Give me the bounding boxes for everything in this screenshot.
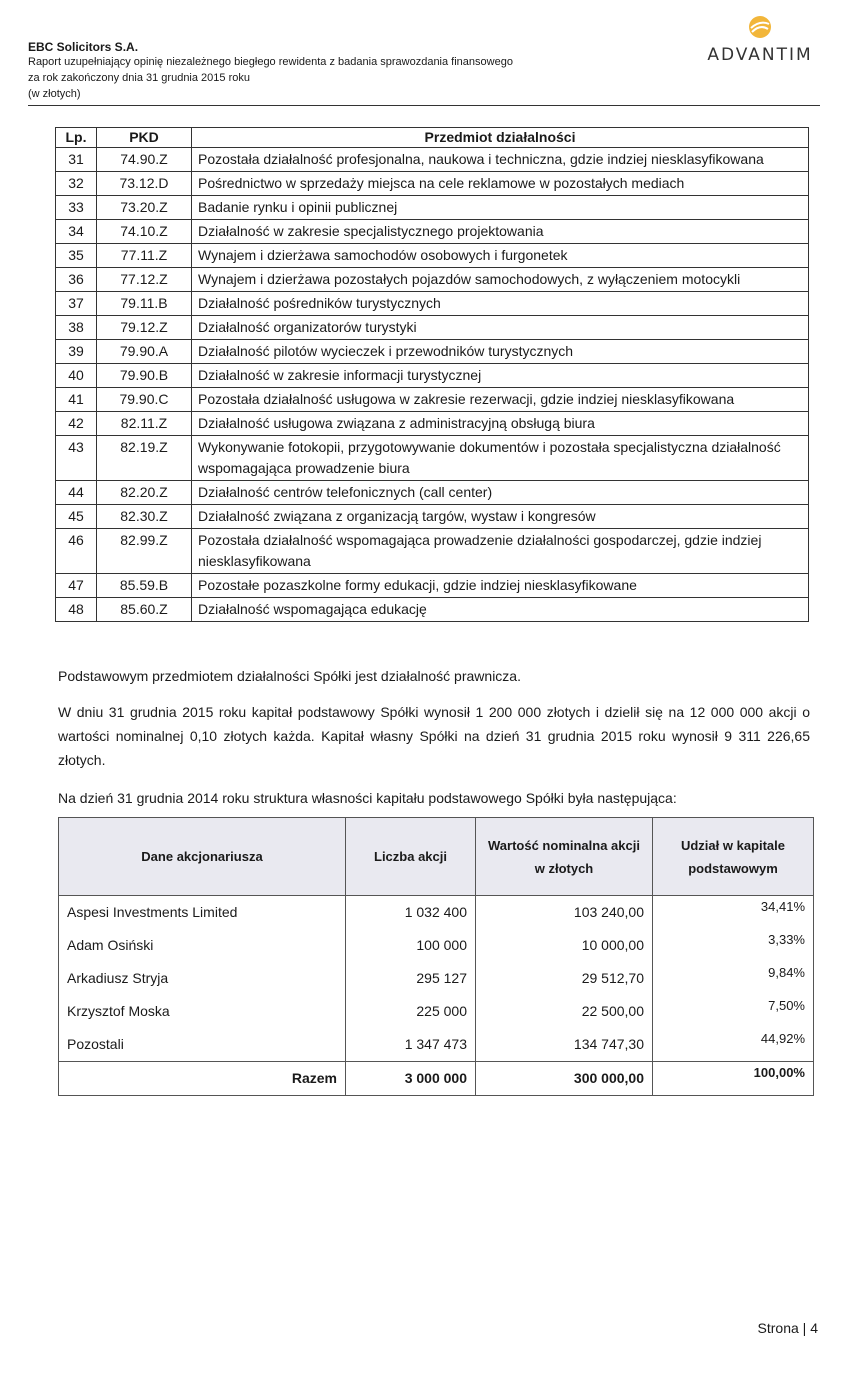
table-row xyxy=(56,172,809,196)
shareholder-name: Pozostali xyxy=(59,1028,346,1062)
row-pkd-code: 82.11.Z xyxy=(97,412,192,436)
table-row xyxy=(56,364,809,388)
page-number: Strona | 4 xyxy=(757,1320,818,1336)
row-activity: Pośrednictwo w sprzedaży miejsca na cele reklamowe w pozostałych mediach xyxy=(192,172,809,196)
row-pkd-code: 79.12.Z xyxy=(97,316,192,340)
table-row xyxy=(56,292,809,316)
row-pkd-code: 82.30.Z xyxy=(97,505,192,529)
nominal-value: 10 000,00 xyxy=(476,929,653,962)
share-count: 1 347 473 xyxy=(346,1028,476,1062)
table-row xyxy=(56,268,809,292)
row-activity: Działalność pośredników turystycznych xyxy=(192,292,809,316)
row-lp: 47 xyxy=(56,574,97,598)
capital-share: 9,84% xyxy=(653,962,814,995)
table-header-row xyxy=(59,818,814,896)
row-lp: 46 xyxy=(56,529,97,574)
table-row xyxy=(56,316,809,340)
pkd-activity-table xyxy=(55,127,809,622)
row-lp: 32 xyxy=(56,172,97,196)
header-divider xyxy=(28,105,820,106)
row-pkd-code: 74.10.Z xyxy=(97,220,192,244)
table-row xyxy=(56,412,809,436)
nominal-value: 22 500,00 xyxy=(476,995,653,1028)
row-activity: Działalność związana z organizacją targów, wystaw i kongresów xyxy=(192,505,809,529)
column-header-activity: Przedmiot działalności xyxy=(192,128,809,148)
main-activity-paragraph: Podstawowym przedmiotem działalności Spółki jest działalność prawnicza. xyxy=(58,668,521,684)
shareholder-name: Arkadiusz Stryja xyxy=(59,962,346,995)
logo-mark-icon xyxy=(747,14,773,40)
row-activity: Badanie rynku i opinii publicznej xyxy=(192,196,809,220)
row-activity: Pozostała działalność usługowa w zakresie rezerwacji, gdzie indziej niesklasyfikowana xyxy=(192,388,809,412)
table-row xyxy=(59,995,814,1028)
capital-share: 3,33% xyxy=(653,929,814,962)
row-pkd-code: 79.90.B xyxy=(97,364,192,388)
row-pkd-code: 79.11.B xyxy=(97,292,192,316)
row-lp: 48 xyxy=(56,598,97,622)
table-row xyxy=(56,436,809,481)
row-activity: Pozostała działalność profesjonalna, naukowa i techniczna, gdzie indziej niesklasyfikowana xyxy=(192,148,809,172)
row-lp: 34 xyxy=(56,220,97,244)
row-pkd-code: 77.12.Z xyxy=(97,268,192,292)
table-row xyxy=(56,481,809,505)
row-activity: Wynajem i dzierżawa samochodów osobowych i furgonetek xyxy=(192,244,809,268)
table-row xyxy=(56,340,809,364)
table-row xyxy=(56,196,809,220)
capital-share: 7,50% xyxy=(653,995,814,1028)
share-capital-paragraph: W dniu 31 grudnia 2015 roku kapitał podstawowy Spółki wynosił 1 200 000 złotych i dzielił się na 12 000 000 akcji o wartości nominalnej 0,10 złotych każda. Kapitał własny Spółki na dzień 31 grudnia 2015 roku wynosił 9 311 226,65 złotych. xyxy=(58,704,810,768)
table-row xyxy=(56,388,809,412)
company-name: EBC Solicitors S.A. xyxy=(28,40,139,54)
row-lp: 38 xyxy=(56,316,97,340)
table-row xyxy=(59,929,814,962)
column-header-capital-share: Udział w kapitale podstawowym xyxy=(653,818,814,896)
row-pkd-code: 85.60.Z xyxy=(97,598,192,622)
column-header-lp: Lp. xyxy=(56,128,97,148)
table-row xyxy=(56,244,809,268)
row-activity: Działalność w zakresie specjalistycznego projektowania xyxy=(192,220,809,244)
share-count: 1 032 400 xyxy=(346,896,476,930)
shareholder-name: Aspesi Investments Limited xyxy=(59,896,346,930)
row-lp: 41 xyxy=(56,388,97,412)
row-pkd-code: 82.20.Z xyxy=(97,481,192,505)
row-activity: Działalność usługowa związana z administracyjną obsługą biura xyxy=(192,412,809,436)
row-lp: 33 xyxy=(56,196,97,220)
capital-share: 44,92% xyxy=(653,1028,814,1062)
advantim-logo xyxy=(700,14,820,65)
table-header-row xyxy=(56,128,809,148)
row-activity: Pozostałe pozaszkolne formy edukacji, gdzie indziej niesklasyfikowane xyxy=(192,574,809,598)
column-header-nominal-value: Wartość nominalna akcji w złotych xyxy=(476,818,653,896)
ownership-intro-paragraph: Na dzień 31 grudnia 2014 roku struktura własności kapitału podstawowego Spółki była następująca: xyxy=(58,790,677,806)
table-row xyxy=(56,505,809,529)
row-activity: Działalność w zakresie informacji turystycznej xyxy=(192,364,809,388)
share-count: 295 127 xyxy=(346,962,476,995)
total-capital-share: 100,00% xyxy=(653,1062,814,1096)
row-lp: 40 xyxy=(56,364,97,388)
capital-share: 34,41% xyxy=(653,896,814,930)
row-activity: Pozostała działalność wspomagająca prowadzenie działalności gospodarczej, gdzie indziej niesklasyfikowana xyxy=(192,529,809,574)
table-row xyxy=(56,220,809,244)
row-lp: 42 xyxy=(56,412,97,436)
total-label: Razem xyxy=(59,1062,346,1096)
total-nominal-value: 300 000,00 xyxy=(476,1062,653,1096)
row-pkd-code: 82.19.Z xyxy=(97,436,192,481)
row-lp: 36 xyxy=(56,268,97,292)
table-row xyxy=(56,529,809,574)
report-title-line-1: Raport uzupełniający opinię niezależnego biegłego rewidenta z badania sprawozdania finansowego xyxy=(28,56,513,68)
row-activity: Działalność centrów telefonicznych (call center) xyxy=(192,481,809,505)
row-activity: Działalność pilotów wycieczek i przewodników turystycznych xyxy=(192,340,809,364)
row-pkd-code: 79.90.A xyxy=(97,340,192,364)
table-row xyxy=(59,1028,814,1062)
row-pkd-code: 73.20.Z xyxy=(97,196,192,220)
table-row xyxy=(59,962,814,995)
table-row xyxy=(59,896,814,930)
row-lp: 43 xyxy=(56,436,97,481)
row-lp: 44 xyxy=(56,481,97,505)
column-header-shareholder: Dane akcjonariusza xyxy=(59,818,346,896)
row-lp: 31 xyxy=(56,148,97,172)
report-title-line-2: za rok zakończony dnia 31 grudnia 2015 roku xyxy=(28,72,250,84)
nominal-value: 134 747,30 xyxy=(476,1028,653,1062)
ownership-structure-table xyxy=(58,817,814,1096)
logo-text: ADVANTIM xyxy=(707,45,813,65)
nominal-value: 103 240,00 xyxy=(476,896,653,930)
row-pkd-code: 82.99.Z xyxy=(97,529,192,574)
shareholder-name: Krzysztof Moska xyxy=(59,995,346,1028)
table-row xyxy=(56,598,809,622)
row-activity: Działalność organizatorów turystyki xyxy=(192,316,809,340)
column-header-pkd: PKD xyxy=(97,128,192,148)
row-activity: Wynajem i dzierżawa pozostałych pojazdów samochodowych, z wyłączeniem motocykli xyxy=(192,268,809,292)
table-row xyxy=(56,148,809,172)
nominal-value: 29 512,70 xyxy=(476,962,653,995)
table-row xyxy=(56,574,809,598)
row-lp: 37 xyxy=(56,292,97,316)
total-row xyxy=(59,1062,814,1096)
row-pkd-code: 77.11.Z xyxy=(97,244,192,268)
report-currency-note: (w złotych) xyxy=(28,88,81,100)
share-count: 100 000 xyxy=(346,929,476,962)
row-pkd-code: 85.59.B xyxy=(97,574,192,598)
share-count: 225 000 xyxy=(346,995,476,1028)
row-activity: Działalność wspomagająca edukację xyxy=(192,598,809,622)
row-lp: 45 xyxy=(56,505,97,529)
row-pkd-code: 73.12.D xyxy=(97,172,192,196)
row-pkd-code: 74.90.Z xyxy=(97,148,192,172)
total-share-count: 3 000 000 xyxy=(346,1062,476,1096)
column-header-share-count: Liczba akcji xyxy=(346,818,476,896)
shareholder-name: Adam Osiński xyxy=(59,929,346,962)
row-lp: 39 xyxy=(56,340,97,364)
row-pkd-code: 79.90.C xyxy=(97,388,192,412)
row-activity: Wykonywanie fotokopii, przygotowywanie dokumentów i pozostała specjalistyczna działalność wspomagająca prowadzenie biura xyxy=(192,436,809,481)
row-lp: 35 xyxy=(56,244,97,268)
